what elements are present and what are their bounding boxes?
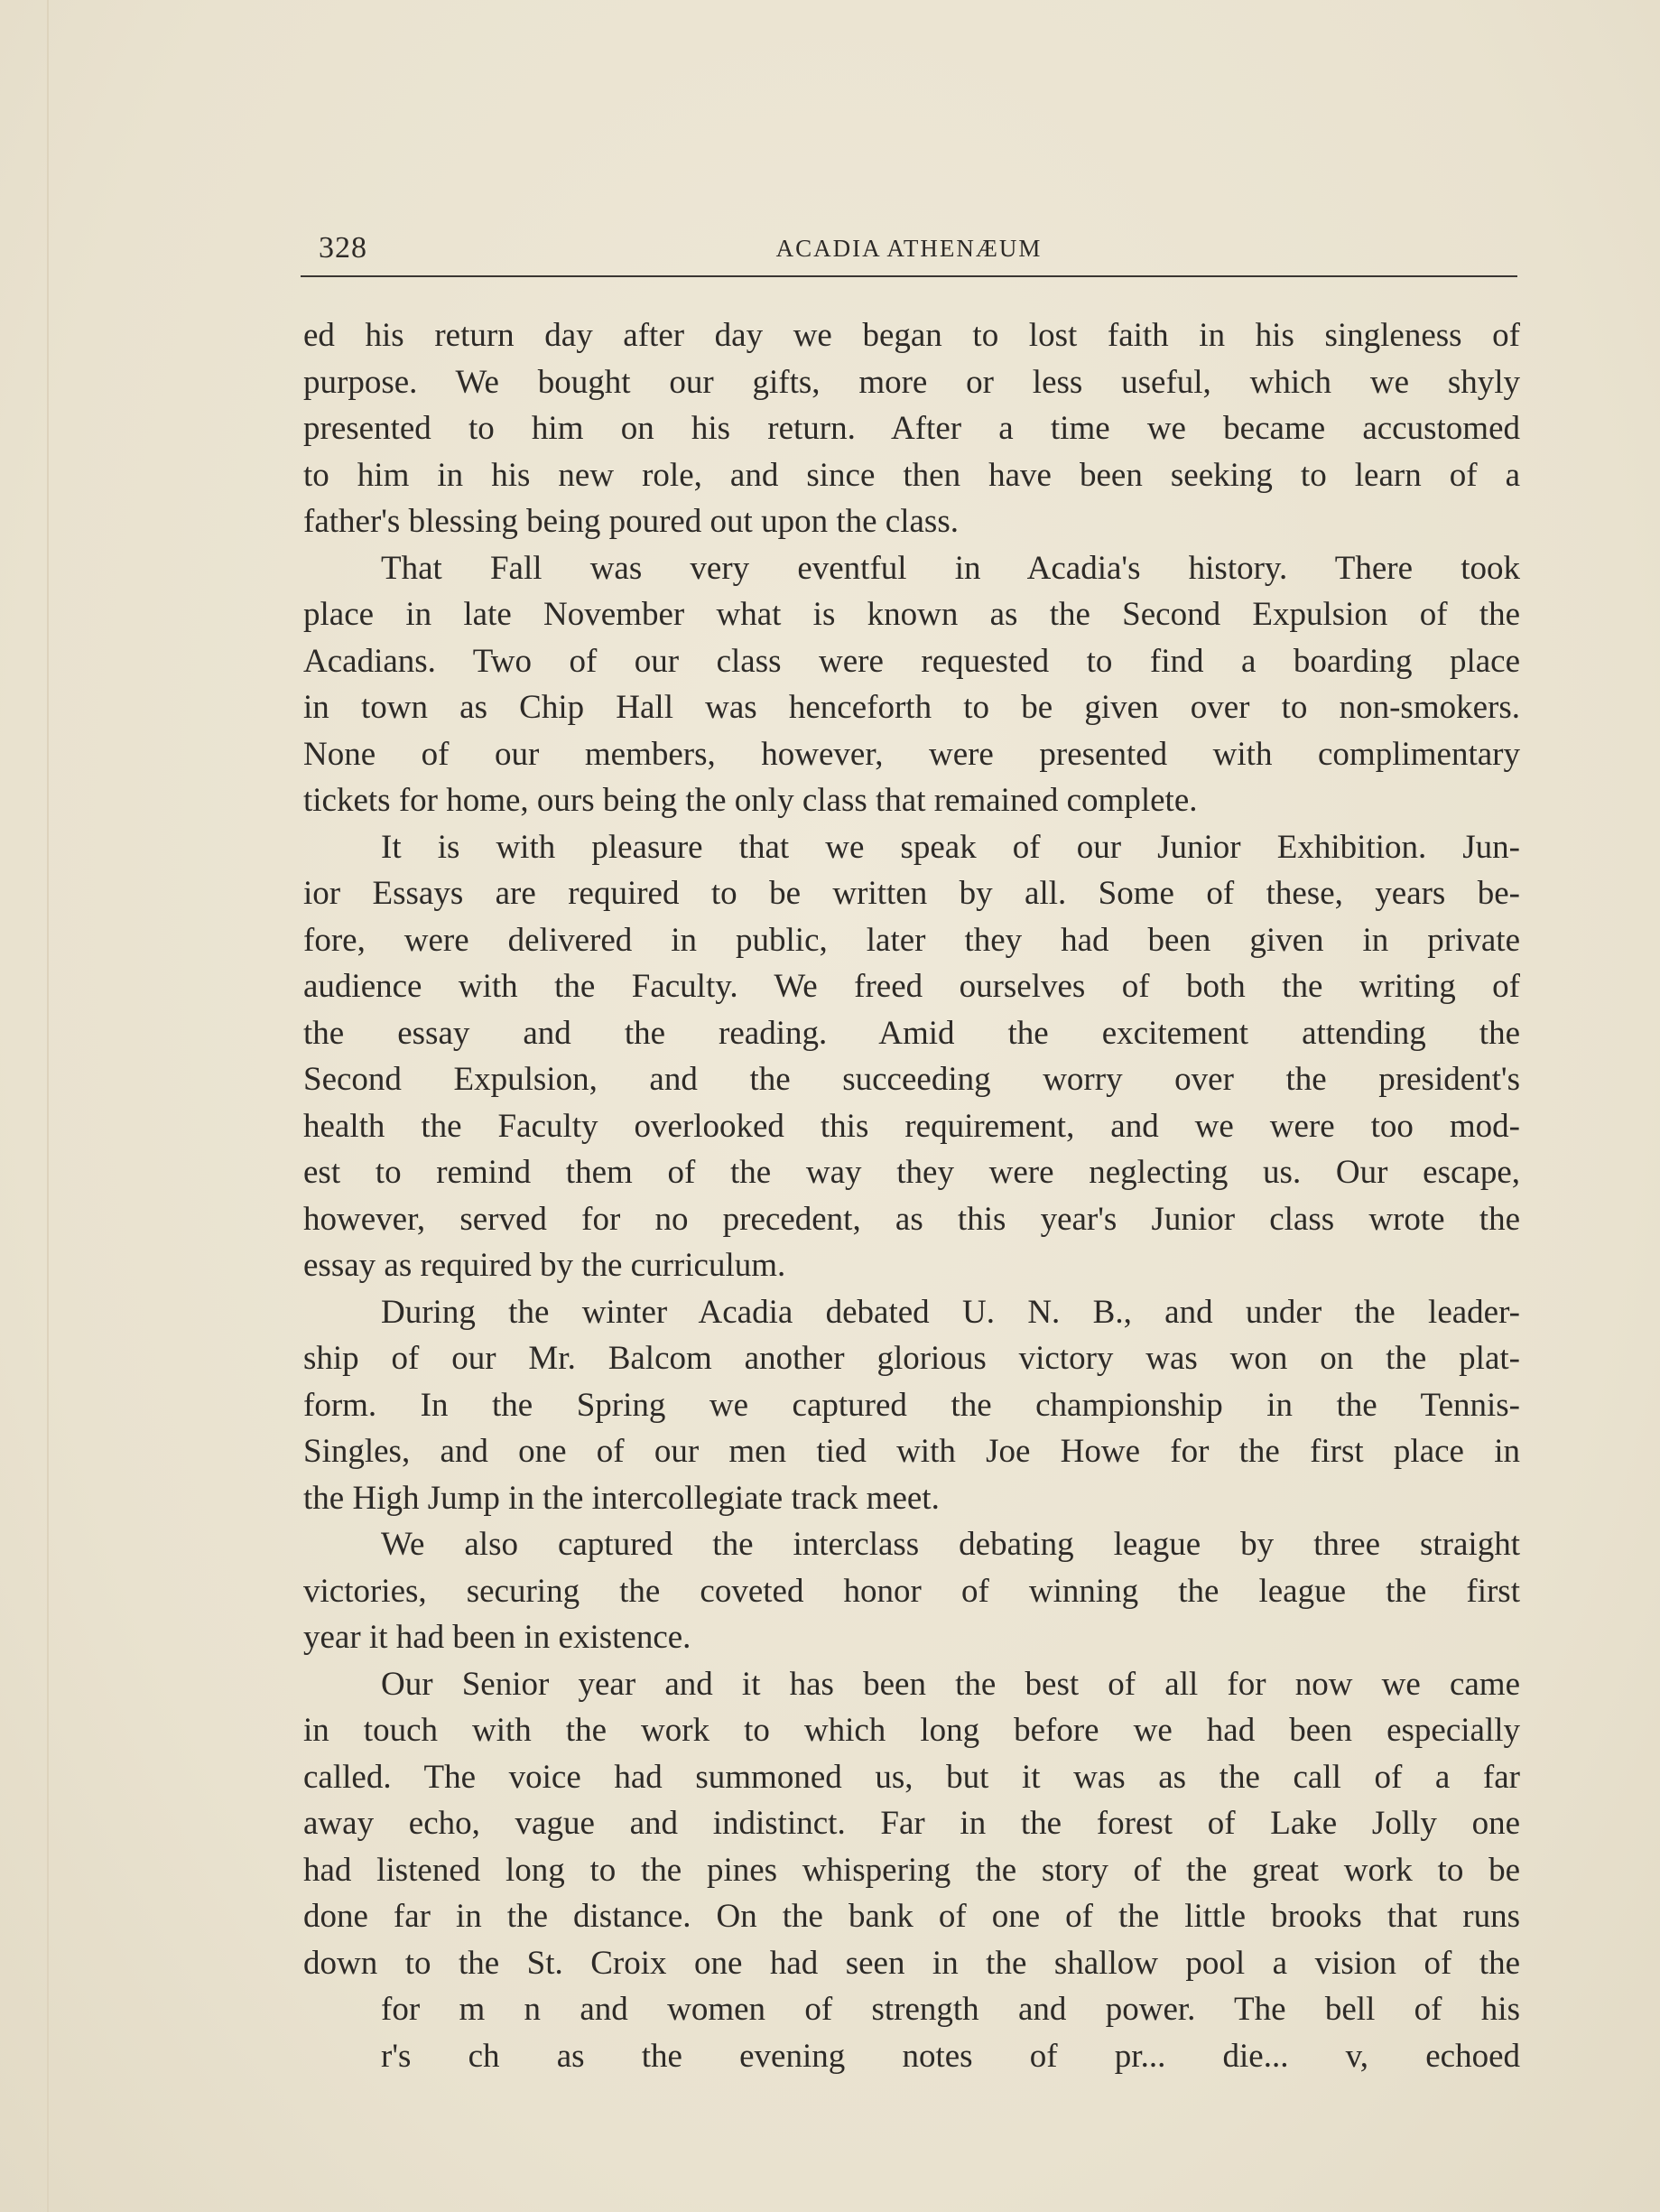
article-body: [303, 312, 1520, 2079]
running-title: ACADIA ATHENÆUM: [775, 235, 1043, 262]
text-line: None of our members, however, were presented with complimentary: [303, 735, 1520, 773]
text-line: down to the St. Croix one had seen in the shallow pool a vision of the: [303, 1944, 1520, 1982]
page-fold-shadow: [47, 0, 49, 2212]
text-line: father's blessing being poured out upon the class.: [303, 503, 959, 540]
paragraph-first-line: We also captured the interclass debating league by three straight: [381, 1526, 1520, 1563]
text-line: year it had been in existence.: [303, 1619, 691, 1656]
page-number: 328: [319, 231, 367, 265]
text-line: tickets for home, ours being the only class that remained complete.: [303, 782, 1198, 819]
text-line: the essay and the reading. Amid the excitement attending the: [303, 1014, 1520, 1052]
text-line: the High Jump in the intercollegiate track meet.: [303, 1479, 940, 1517]
damaged-text-line: for m n and women of strength and power. The bell of his: [381, 1991, 1520, 2028]
paragraph-first-line: During the winter Acadia debated U. N. B., and under the leader-: [381, 1293, 1520, 1331]
damaged-text-line: r's ch as the evening notes of pr... die... v, echoed: [381, 2037, 1520, 2075]
text-line: place in late November what is known as the Second Expulsion of the: [303, 596, 1520, 633]
header-rule: [301, 275, 1517, 277]
text-line: ior Essays are required to be written by all. Some of these, years be-: [303, 875, 1520, 912]
text-line: est to remind them of the way they were neglecting us. Our escape,: [303, 1154, 1520, 1191]
text-line: done far in the distance. On the bank of one of the little brooks that runs: [303, 1898, 1520, 1935]
paragraph-first-line: It is with pleasure that we speak of our Junior Exhibition. Jun-: [381, 828, 1520, 866]
text-line: ship of our Mr. Balcom another glorious victory was won on the plat-: [303, 1340, 1520, 1377]
text-line: essay as required by the curriculum.: [303, 1247, 786, 1284]
text-line: form. In the Spring we captured the championship in the Tennis-: [303, 1386, 1520, 1424]
text-line: fore, were delivered in public, later they had been given in private: [303, 921, 1520, 959]
text-line: in town as Chip Hall was henceforth to be given over to non-smokers.: [303, 689, 1520, 726]
text-line: to him in his new role, and since then have been seeking to learn of a: [303, 456, 1520, 494]
text-line: health the Faculty overlooked this requirement, and we were too mod-: [303, 1107, 1520, 1145]
text-line: away echo, vague and indistinct. Far in the forest of Lake Jolly one: [303, 1805, 1520, 1842]
text-line: Singles, and one of our men tied with Joe Howe for the first place in: [303, 1433, 1520, 1470]
text-line: called. The voice had summoned us, but it was as the call of a far: [303, 1758, 1520, 1796]
paragraph-first-line: Our Senior year and it has been the best of all for now we came: [381, 1665, 1520, 1703]
text-line: audience with the Faculty. We freed ourselves of both the writing of: [303, 968, 1520, 1005]
text-line: Second Expulsion, and the succeeding worry over the president's: [303, 1061, 1520, 1098]
text-line: Acadians. Two of our class were requested to find a boarding place: [303, 642, 1520, 680]
text-line: however, served for no precedent, as this year's Junior class wrote the: [303, 1200, 1520, 1238]
paragraph-first-line: That Fall was very eventful in Acadia's history. There took: [381, 549, 1520, 587]
page-header: [301, 228, 1517, 269]
text-line: in touch with the work to which long before we had been especially: [303, 1712, 1520, 1749]
text-line: presented to him on his return. After a time we became accustomed: [303, 410, 1520, 447]
text-line: ed his return day after day we began to lost faith in his singleness of: [303, 317, 1520, 354]
text-line: had listened long to the pines whispering the story of the great work to be: [303, 1851, 1520, 1889]
text-line: purpose. We bought our gifts, more or less useful, which we shyly: [303, 363, 1520, 401]
text-line: victories, securing the coveted honor of winning the league the first: [303, 1572, 1520, 1610]
